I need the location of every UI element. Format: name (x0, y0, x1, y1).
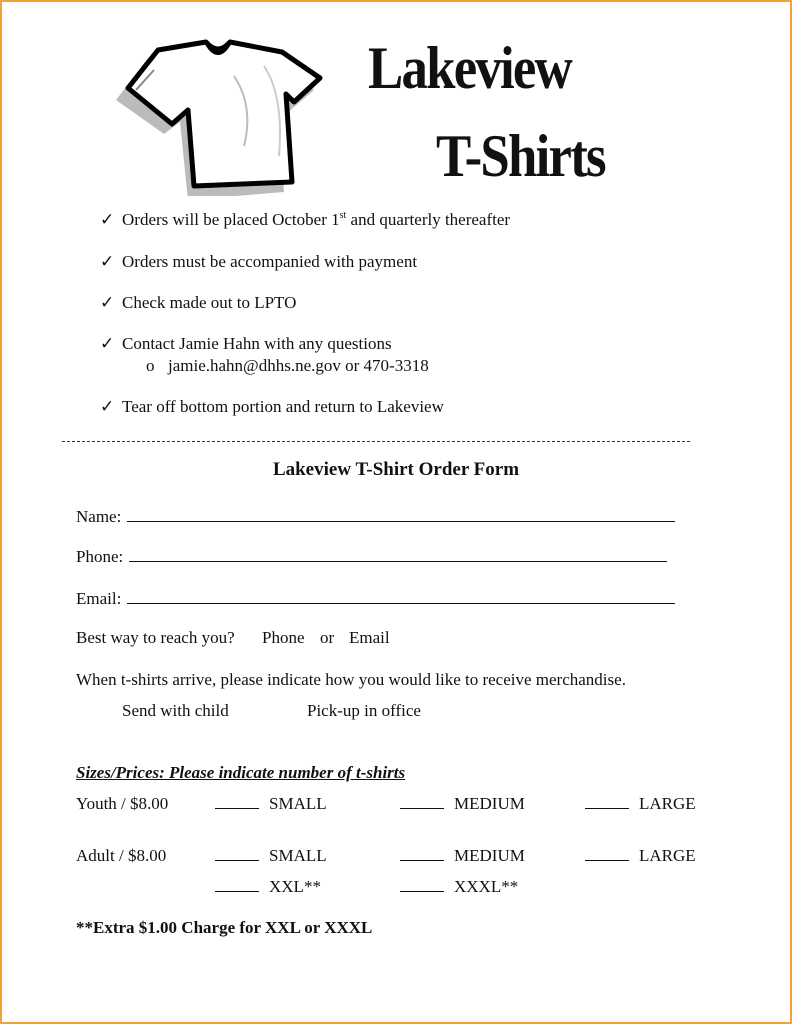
youth-large-entry[interactable] (585, 794, 696, 814)
receive-option-child[interactable]: Send with child (122, 701, 229, 720)
list-item: ✓ Tear off bottom portion and return to Lakeview (100, 397, 444, 416)
size-label: SMALL (269, 846, 327, 865)
sizes-heading: Sizes/Prices: Please indicate number of t-shirts (76, 763, 406, 782)
extra-charge-note: **Extra $1.00 Charge for XXL or XXXL (76, 918, 373, 937)
list-item: ✓ Orders must be accompanied with payment (100, 252, 418, 271)
name-blank[interactable] (127, 505, 675, 522)
youth-medium-entry[interactable] (400, 794, 525, 814)
size-label: LARGE (639, 846, 696, 865)
name-label: Name: (76, 507, 122, 526)
reach-option-email[interactable]: Email (349, 628, 390, 647)
adult-xxxl-entry[interactable] (400, 877, 518, 897)
phone-label: Phone: (76, 547, 124, 566)
size-label: MEDIUM (454, 846, 525, 865)
tshirt-icon (114, 36, 328, 196)
list-item: ✓ Orders will be placed October 1st and quarterly thereafter (100, 210, 511, 229)
reach-or: or (320, 628, 335, 647)
quantity-blank[interactable] (400, 846, 444, 861)
title-line1: Lakeview (368, 35, 571, 101)
check-icon: ✓ (100, 252, 115, 271)
check-icon: ✓ (100, 293, 115, 312)
quantity-blank[interactable] (400, 794, 444, 809)
quantity-blank[interactable] (585, 794, 629, 809)
adult-xxl-entry[interactable] (215, 877, 321, 897)
email-blank[interactable] (127, 587, 675, 604)
adult-large-entry[interactable] (585, 846, 696, 866)
receive-option-office[interactable]: Pick-up in office (307, 701, 421, 720)
size-label: SMALL (269, 794, 327, 813)
quantity-blank[interactable] (215, 877, 259, 892)
name-field[interactable] (76, 505, 675, 527)
list-item: ✓ Check made out to LPTO (100, 293, 297, 312)
youth-small-entry[interactable] (215, 794, 327, 814)
contact-details: o jamie.hahn@dhhs.ne.gov or 470-3318 (146, 356, 429, 375)
phone-blank[interactable] (129, 545, 667, 562)
size-label: XXL** (269, 877, 321, 896)
size-label: MEDIUM (454, 794, 525, 813)
quantity-blank[interactable] (215, 794, 259, 809)
list-item: ✓ Contact Jamie Hahn with any questions (100, 334, 392, 353)
title-line2: T-Shirts (436, 123, 605, 189)
receive-question: When t-shirts arrive, please indicate how you would like to receive merchandise. (76, 670, 626, 689)
youth-price-label: Youth / $8.00 (76, 794, 169, 813)
check-icon: ✓ (100, 210, 115, 229)
phone-field[interactable] (76, 545, 667, 567)
bullet-o-icon: o (146, 356, 155, 375)
adult-price-label: Adult / $8.00 (76, 846, 167, 865)
size-label: XXXL** (454, 877, 519, 896)
adult-medium-entry[interactable] (400, 846, 525, 866)
tear-off-line (62, 441, 690, 442)
email-label: Email: (76, 589, 122, 608)
reach-question: Best way to reach you? (76, 628, 235, 647)
quantity-blank[interactable] (215, 846, 259, 861)
check-icon: ✓ (100, 334, 115, 353)
quantity-blank[interactable] (400, 877, 444, 892)
reach-option-phone[interactable]: Phone (262, 628, 305, 647)
check-icon: ✓ (100, 397, 115, 416)
adult-small-entry[interactable] (215, 846, 327, 866)
quantity-blank[interactable] (585, 846, 629, 861)
size-label: LARGE (639, 794, 696, 813)
email-field[interactable] (76, 587, 675, 609)
form-title: Lakeview T-Shirt Order Form (272, 459, 520, 480)
